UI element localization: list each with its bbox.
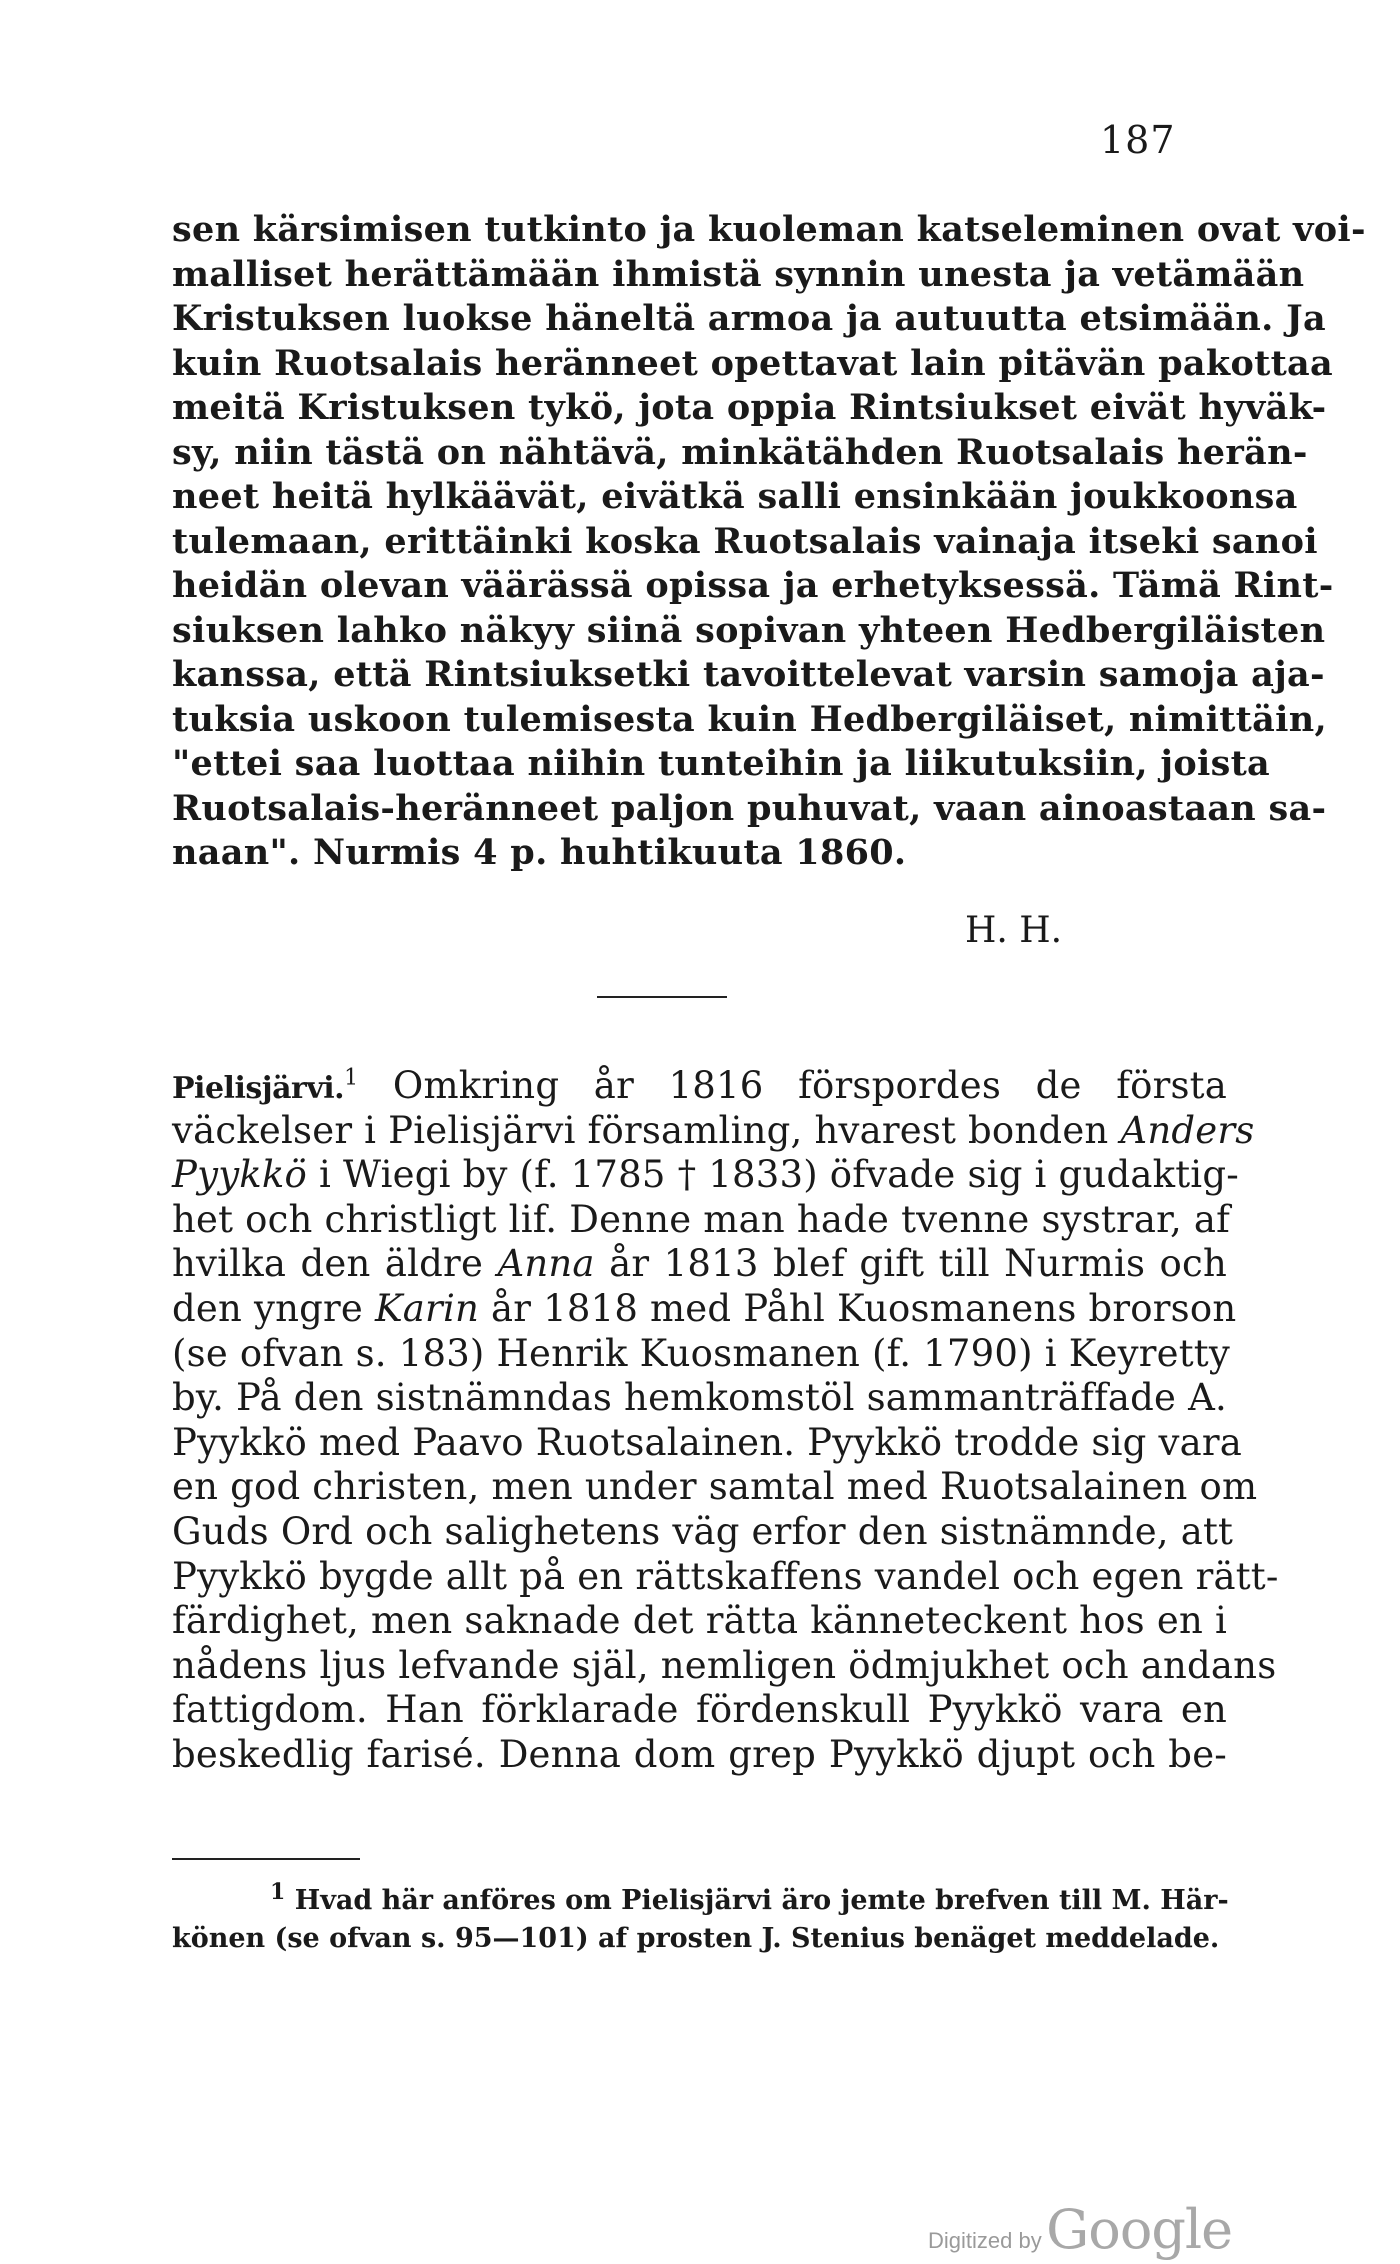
text-line: neet heitä hylkäävät, eivätkä salli ensinkään joukkoonsa (172, 476, 1298, 517)
text-line: Pyykkö bygde allt på en rättskaffens vandel och egen rätt- (172, 1554, 1279, 1598)
text-line: het och christligt lif. Denne man hade tvenne systrar, af (172, 1197, 1231, 1241)
text-fragment: den yngre (172, 1286, 363, 1330)
text-fragment: i Wiegi by (f. 1785 † 1833) öfvade sig i gudaktig- (307, 1153, 1239, 1197)
text-line: naan". Nurmis 4 p. huhtikuuta 1860. (172, 832, 907, 873)
text-fragment: år 1818 med Påhl Kuosmanens brorson (490, 1286, 1237, 1330)
text-fragment: år 1813 blef gift till Nurmis och (609, 1242, 1227, 1286)
text-line (172, 1242, 1227, 1287)
section-heading: Pielisjärvi. (172, 1071, 345, 1106)
swedish-section-text (172, 1064, 1279, 1778)
footnote-line: könen (se ofvan s. 95—101) af prosten J. Stenius benäget meddelade. (172, 1923, 1220, 1954)
section-divider (597, 996, 727, 998)
footnote (172, 1879, 1229, 1958)
person-name: Anna (497, 1242, 595, 1286)
text-line: färdighet, men saknade det rätta känneteckent hos en i (172, 1599, 1227, 1643)
footnote-divider (172, 1858, 360, 1860)
finnish-letter-text (172, 208, 1366, 876)
google-logo: Google (1046, 2198, 1233, 2261)
watermark-prefix: Digitized by (928, 2228, 1042, 2253)
text-line: sen kärsimisen tutkinto ja kuoleman katseleminen ovat voi- (172, 209, 1366, 250)
text-fragment: hvilka den äldre (172, 1242, 484, 1286)
text-line: nådens ljus lefvande själ, nemligen ödmjukhet och andans (172, 1643, 1277, 1687)
person-name: Karin (374, 1286, 480, 1330)
text-line: beskedlig farisé. Denna dom grep Pyykkö djupt och be- (172, 1732, 1227, 1776)
digitized-watermark (928, 2198, 1232, 2261)
text-line (172, 1108, 1255, 1154)
text-line: malliset herättämään ihmistä synnin unesta ja vetämään (172, 253, 1305, 295)
signature-initials: H. H. (965, 910, 1063, 951)
page-number: 187 (1100, 118, 1176, 162)
text-fragment: väckelser i Pielisjärvi församling, hvarest bonden (172, 1108, 1109, 1152)
text-line: by. På den sistnämndas hemkomstöl sammanträffade A. (172, 1376, 1227, 1420)
text-line: kanssa, että Rintsiuksetki tavoittelevat varsin samoja aja- (172, 654, 1325, 695)
text-line (172, 1064, 1227, 1109)
text-line: (se ofvan s. 183) Henrik Kuosmanen (f. 1790) i Keyretty (172, 1331, 1230, 1375)
text-line: tulemaan, erittäinki koska Ruotsalais vainaja itseki sanoi (172, 520, 1318, 562)
text-line: Guds Ord och salighetens väg erfor den sistnämnde, att (172, 1509, 1234, 1553)
person-name: Anders (1120, 1108, 1255, 1152)
footnote-marker: 1 (270, 1879, 286, 1905)
text-line (172, 1286, 1237, 1332)
text-line: meitä Kristuksen tykö, jota oppia Rintsiukset eivät hyväk- (172, 387, 1327, 428)
text-line: siuksen lahko näkyy siinä sopivan yhteen Hedbergiläisten (172, 609, 1326, 651)
text-line: en god christen, men under samtal med Ruotsalainen om (172, 1465, 1258, 1509)
text-line: Ruotsalais-heränneet paljon puhuvat, vaan ainoastaan sa- (172, 787, 1327, 829)
text-fragment: Hvad här anföres om Pielisjärvi äro jemte brefven till M. Här- (285, 1885, 1229, 1916)
text-line (172, 1153, 1239, 1198)
text-line: sy, niin tästä on nähtävä, minkätähden Ruotsalais herän- (172, 431, 1308, 473)
text-line: kuin Ruotsalais heränneet opettavat lain pitävän pakottaa (172, 342, 1333, 384)
text-line: heidän olevan väärässä opissa ja erhetyksessä. Tämä Rint- (172, 565, 1334, 606)
text-line: fattigdom. Han förklarade fördenskull Pyykkö vara en (172, 1688, 1227, 1732)
text-line: "ettei saa luottaa niihin tunteihin ja liikutuksiin, joista (172, 743, 1271, 784)
text-line: Pyykkö med Paavo Ruotsalainen. Pyykkö trodde sig vara (172, 1420, 1242, 1464)
footnote-line (172, 1879, 1229, 1920)
text-line: Kristuksen luokse häneltä armoa ja autuutta etsimään. Ja (172, 298, 1326, 339)
person-name: Pyykkö (172, 1153, 308, 1197)
text-fragment: Omkring år 1816 förspordes de första (358, 1064, 1227, 1107)
text-line: tuksia uskoon tulemisesta kuin Hedbergiläiset, nimittäin, (172, 698, 1327, 740)
footnote-marker: 1 (344, 1065, 359, 1091)
